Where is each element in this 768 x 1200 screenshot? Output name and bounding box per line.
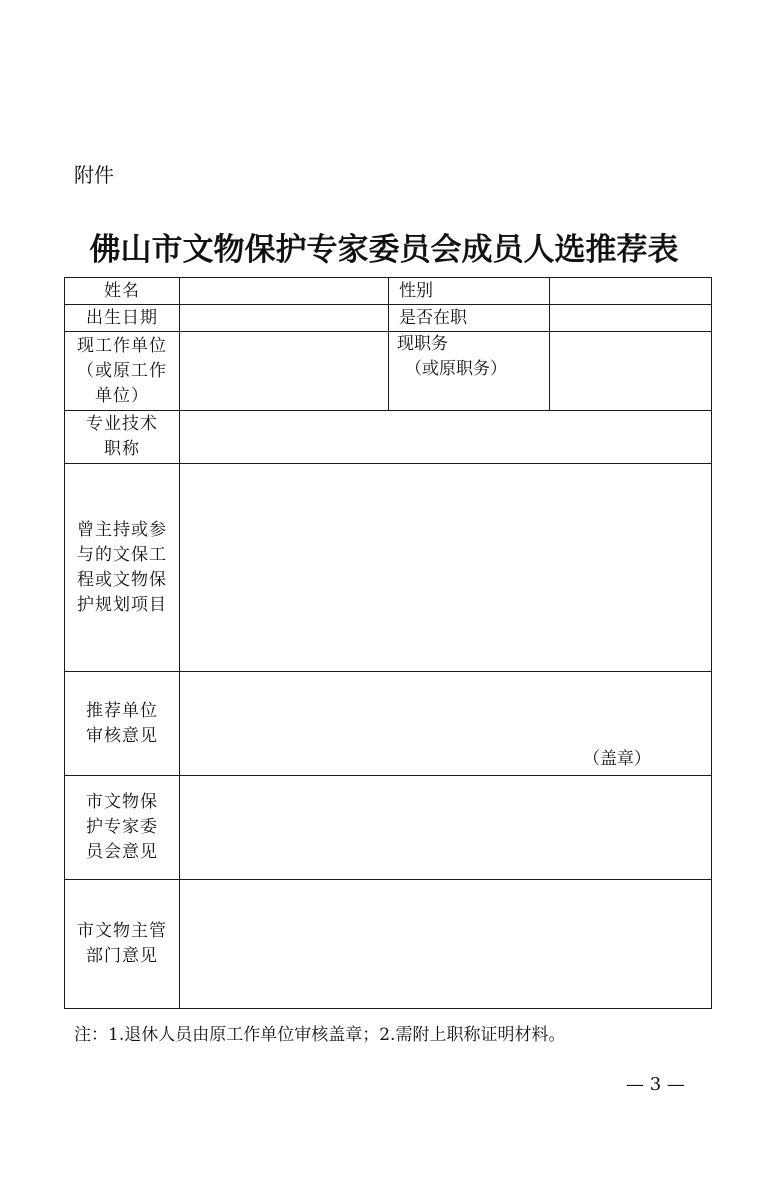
- birth-date-field[interactable]: [180, 305, 389, 332]
- gender-label: 性别: [389, 278, 550, 305]
- employment-status-label: 是否在职: [389, 305, 550, 332]
- professional-title-label-line: 专业技术: [86, 414, 158, 434]
- professional-title-label: [65, 411, 180, 464]
- birth-date-label: 出生日期: [65, 305, 180, 332]
- projects-label: [65, 464, 180, 672]
- name-field[interactable]: [180, 278, 389, 305]
- projects-label-line: 曾主持或参: [77, 519, 167, 540]
- projects-label-line: 护规划项目: [77, 594, 167, 615]
- gender-field[interactable]: [550, 278, 712, 305]
- position-label: [389, 332, 550, 411]
- recommending-unit-field[interactable]: [180, 672, 712, 776]
- position-label-line: 现职务: [397, 334, 448, 354]
- projects-field[interactable]: [180, 464, 712, 672]
- page-title: 佛山市文物保护专家委员会成员人选推荐表: [89, 232, 679, 268]
- department-opinion-label-line: 市文物主管: [77, 921, 167, 941]
- position-field[interactable]: [550, 332, 712, 411]
- recommending-unit-label-line: 审核意见: [86, 725, 158, 746]
- workplace-label-line: 单位）: [95, 385, 149, 406]
- projects-label-line: 与的文保工: [77, 544, 167, 565]
- professional-title-label-line: 职称: [104, 439, 140, 459]
- committee-opinion-field[interactable]: [180, 776, 712, 880]
- workplace-field[interactable]: [180, 332, 389, 411]
- attachment-label: 附件: [74, 163, 114, 187]
- position-label-line: （或原职务）: [405, 359, 507, 379]
- workplace-label-line: 现工作单位: [77, 335, 167, 356]
- department-opinion-label-line: 部门意见: [86, 946, 158, 966]
- seal-label: （盖章）: [583, 749, 651, 769]
- department-opinion-label: [65, 880, 180, 1009]
- footnote: 注：1.退休人员由原工作单位审核盖章；2.需附上职称证明材料。: [74, 1025, 566, 1045]
- name-label: 姓名: [65, 278, 180, 305]
- recommending-unit-label-line: 推荐单位: [86, 700, 158, 721]
- committee-opinion-label-line: 员会意见: [86, 842, 158, 862]
- department-opinion-field[interactable]: [180, 880, 712, 1009]
- workplace-label-line: （或原工作: [77, 360, 167, 381]
- workplace-label: [65, 332, 180, 411]
- employment-status-field[interactable]: [550, 305, 712, 332]
- recommendation-form: [64, 277, 712, 1009]
- committee-opinion-label: [65, 776, 180, 880]
- recommending-unit-label: [65, 672, 180, 776]
- committee-opinion-label-line: 市文物保: [86, 792, 158, 812]
- page-number: — 3 —: [626, 1074, 685, 1095]
- committee-opinion-label-line: 护专家委: [86, 817, 158, 837]
- professional-title-field[interactable]: [180, 411, 712, 464]
- projects-label-line: 程或文物保: [77, 569, 167, 590]
